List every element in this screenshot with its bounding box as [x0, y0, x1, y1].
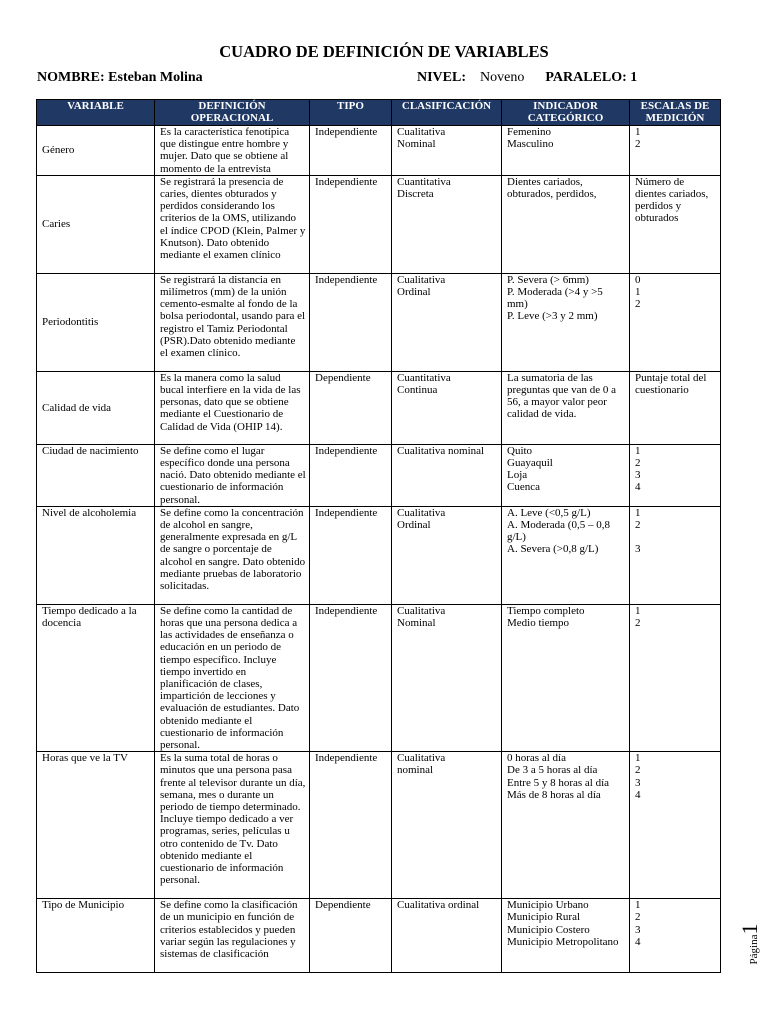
- definicion-cell: Se registrará la presencia de caries, dientes obturados y perdidos considerando los criterios de la OMS, utilizando el índice CPOD (Klein, Palmer y Knutson). Dato obtenido mediante el examen clínico: [155, 175, 310, 273]
- indicador-line: Masculino: [507, 138, 554, 151]
- definicion-cell: Se define como el lugar específico donde una persona nació. Dato obtenido mediante el cuestionario de información personal.: [155, 444, 310, 506]
- escala-line: 2: [635, 298, 641, 311]
- variable-cell: Nivel de alcoholemia: [37, 506, 155, 604]
- variable-cell: Caries: [37, 175, 155, 273]
- escala-line: 2: [635, 764, 641, 777]
- escala-line: 2: [635, 617, 641, 630]
- escala-cell: [630, 126, 721, 176]
- table-header-row: [37, 100, 721, 126]
- clasificacion-line: Cualitativa: [397, 604, 446, 617]
- table-row: [37, 126, 721, 176]
- escala-line: 3: [635, 923, 641, 936]
- escala-line: 4: [635, 481, 641, 494]
- escala-line: 2: [635, 911, 641, 924]
- escala-line: 2: [635, 457, 641, 470]
- clasificacion-cell: [392, 506, 502, 604]
- header-indicador: INDICADOR CATEGÓRICO: [502, 100, 630, 126]
- indicador-line: A. Leve (<0,5 g/L): [507, 506, 591, 519]
- indicador-line: A. Severa (>0,8 g/L): [507, 543, 599, 556]
- nombre-line: [37, 70, 203, 86]
- clasificacion-line: Discreta: [397, 188, 434, 201]
- table-row: [37, 506, 721, 604]
- nivel-paralelo-line: [417, 70, 637, 86]
- tipo-cell: Dependiente: [310, 899, 392, 973]
- escala-cell: [630, 752, 721, 899]
- escala-cell: [630, 506, 721, 604]
- indicador-line: P. Moderada (>4 y >5 mm): [507, 286, 603, 311]
- indicador-cell: [502, 506, 630, 604]
- table-row: [37, 899, 721, 973]
- indicador-cell: [502, 126, 630, 176]
- escala-cell: [630, 371, 721, 444]
- escala-line: 4: [635, 935, 641, 948]
- escala-line: 3: [635, 543, 641, 556]
- clasificacion-line: Cualitativa: [397, 273, 446, 286]
- escala-line: 1: [635, 752, 641, 765]
- variables-table: [36, 99, 721, 973]
- indicador-cell: [502, 899, 630, 973]
- escala-line: 1: [635, 899, 641, 912]
- clasificacion-line: Cualitativa ordinal: [397, 899, 480, 912]
- nivel-label: NIVEL:: [417, 70, 467, 85]
- nombre-value: Esteban Molina: [108, 70, 203, 85]
- indicador-cell: [502, 444, 630, 506]
- indicador-line: A. Moderada (0,5 – 0,8 g/L): [507, 519, 610, 544]
- table-row: [37, 444, 721, 506]
- escala-line: Número de dientes cariados, perdidos y obturados: [635, 175, 709, 225]
- indicador-line: De 3 a 5 horas al día: [507, 764, 598, 777]
- clasificacion-cell: [392, 899, 502, 973]
- clasificacion-line: Ordinal: [397, 286, 431, 299]
- indicador-line: P. Severa (> 6mm): [507, 273, 589, 286]
- table-row: [37, 175, 721, 273]
- tipo-cell: Independiente: [310, 175, 392, 273]
- clasificacion-cell: [392, 752, 502, 899]
- tipo-cell: Independiente: [310, 752, 392, 899]
- indicador-line: Municipio Costero: [507, 923, 590, 936]
- variable-cell: Género: [37, 126, 155, 176]
- indicador-cell: [502, 273, 630, 371]
- definicion-cell: Es la característica fenotípica que distingue entre hombre y mujer. Dato que se obtiene al momento de la entrevista: [155, 126, 310, 176]
- clasificacion-line: Ordinal: [397, 519, 431, 532]
- clasificacion-line: Nominal: [397, 138, 436, 151]
- tipo-cell: Independiente: [310, 126, 392, 176]
- escala-line: 4: [635, 788, 641, 801]
- clasificacion-line: Continua: [397, 384, 438, 397]
- escala-cell: [630, 899, 721, 973]
- indicador-line: Entre 5 y 8 horas al día: [507, 776, 610, 789]
- indicador-cell: [502, 175, 630, 273]
- indicador-line: Municipio Rural: [507, 911, 581, 924]
- indicador-line: Loja: [507, 469, 528, 482]
- clasificacion-cell: [392, 604, 502, 751]
- clasificacion-cell: [392, 444, 502, 506]
- variable-cell: Periodontitis: [37, 273, 155, 371]
- tipo-cell: Independiente: [310, 273, 392, 371]
- escala-cell: [630, 175, 721, 273]
- escala-line: 1: [635, 604, 641, 617]
- clasificacion-cell: [392, 126, 502, 176]
- indicador-line: La sumatoria de las preguntas que van de 0 a 56, a mayor valor peor calidad de vida.: [507, 371, 617, 421]
- escala-line: 3: [635, 776, 641, 789]
- indicador-line: 0 horas al día: [507, 752, 566, 765]
- indicador-line: Quito: [507, 444, 533, 457]
- header-clasificacion: CLASIFICACIÓN: [392, 100, 502, 126]
- definicion-cell: Se define como la cantidad de horas que una persona dedica a las actividades de enseñanza o educación en un periodo de tiempo específico. Incluye tiempo invertido en planificación de clases, impartición de lecciones y evaluación de estudiantes. Dato obtenido mediante el cuestionario de información personal.: [155, 604, 310, 751]
- clasificacion-line: Nominal: [397, 617, 436, 630]
- tipo-cell: Dependiente: [310, 371, 392, 444]
- clasificacion-line: Cualitativa: [397, 506, 446, 519]
- indicador-cell: [502, 752, 630, 899]
- variable-cell: Calidad de vida: [37, 371, 155, 444]
- indicador-line: Más de 8 horas al día: [507, 788, 601, 801]
- escala-line: 1: [635, 286, 641, 299]
- page-number-footer: [737, 914, 762, 974]
- indicador-line: Municipio Urbano: [507, 899, 589, 912]
- header-tipo: TIPO: [310, 100, 392, 126]
- header-escala: ESCALAS DE MEDICIÓN: [630, 100, 721, 126]
- clasificacion-line: Cuantitativa: [397, 175, 451, 188]
- clasificacion-line: Cualitativa nominal: [397, 444, 485, 457]
- definicion-cell: Se registrará la distancia en milímetros (mm) de la unión cemento-esmalte al fondo de la bolsa periodontal, usando para el registro el Tamiz Periodontal (PSR).Dato obtenido mediante el examen clínico.: [155, 273, 310, 371]
- page-number: 1: [737, 923, 762, 935]
- document-title: CUADRO DE DEFINICIÓN DE VARIABLES: [219, 42, 549, 61]
- escala-line: 0: [635, 273, 641, 286]
- variable-cell: Tipo de Municipio: [37, 899, 155, 973]
- header-variable: VARIABLE: [37, 100, 155, 126]
- escala-line: [635, 531, 717, 543]
- escala-cell: [630, 444, 721, 506]
- table-row: [37, 371, 721, 444]
- definicion-cell: Es la manera como la salud bucal interfiere en la vida de las personas, dato que se obtiene mediante el Cuestionario de Calidad de Vida (OHIP 14).: [155, 371, 310, 444]
- tipo-cell: Independiente: [310, 506, 392, 604]
- definicion-cell: Es la suma total de horas o minutos que una persona pasa frente al televisor durante un día, semana, mes o durante un periodo de tiempo determinado. Incluye tiempo dedicado a ver programas, series, películas u otro contenido de Tv. Dato obtenido mediante el cuestionario de información personal.: [155, 752, 310, 899]
- indicador-line: Guayaquil: [507, 457, 553, 470]
- table-row: [37, 752, 721, 899]
- escala-cell: [630, 604, 721, 751]
- clasificacion-cell: [392, 273, 502, 371]
- variable-cell: Horas que ve la TV: [37, 752, 155, 899]
- clasificacion-line: nominal: [397, 764, 434, 777]
- header-definicion: DEFINICIÓN OPERACIONAL: [155, 100, 310, 126]
- indicador-line: P. Leve (>3 y 2 mm): [507, 310, 598, 323]
- indicador-line: Cuenca: [507, 481, 540, 494]
- escala-line: 1: [635, 506, 641, 519]
- nivel-value: Noveno: [480, 70, 525, 85]
- paralelo-value: 1: [630, 70, 638, 85]
- escala-line: 2: [635, 138, 641, 151]
- table-row: [37, 273, 721, 371]
- definicion-cell: Se define como la clasificación de un municipio en función de criterios establecidos y pueden variar según las regulaciones y sistemas de clasificación: [155, 899, 310, 973]
- paralelo-label: PARALELO:: [545, 70, 627, 85]
- table-row: [37, 604, 721, 751]
- tipo-cell: Independiente: [310, 444, 392, 506]
- indicador-line: Municipio Metropolitano: [507, 935, 619, 948]
- escala-line: Puntaje total del cuestionario: [635, 371, 707, 397]
- variable-cell: Tiempo dedicado a la docencia: [37, 604, 155, 751]
- escala-line: 2: [635, 519, 641, 532]
- variable-cell: Ciudad de nacimiento: [37, 444, 155, 506]
- escala-line: 3: [635, 469, 641, 482]
- clasificacion-line: Cualitativa: [397, 126, 446, 138]
- escala-line: 1: [635, 126, 641, 138]
- indicador-line: Femenino: [507, 126, 551, 138]
- nombre-label: NOMBRE:: [37, 70, 105, 85]
- indicador-line: Medio tiempo: [507, 617, 570, 630]
- indicador-cell: [502, 604, 630, 751]
- tipo-cell: Independiente: [310, 604, 392, 751]
- escala-line: 1: [635, 444, 641, 457]
- indicador-line: Tiempo completo: [507, 604, 585, 617]
- definicion-cell: Se define como la concentración de alcohol en sangre, generalmente expresada en g/L de sangre o porcentaje de alcohol en sangre. Dato obtenido mediante pruebas de laboratorio solicitadas.: [155, 506, 310, 604]
- indicador-cell: [502, 371, 630, 444]
- clasificacion-cell: [392, 371, 502, 444]
- clasificacion-line: Cuantitativa: [397, 371, 451, 384]
- escala-cell: [630, 273, 721, 371]
- indicador-line: Dientes cariados, obturados, perdidos,: [507, 175, 597, 201]
- clasificacion-line: Cualitativa: [397, 752, 446, 765]
- clasificacion-cell: [392, 175, 502, 273]
- page-label: Página: [748, 934, 760, 965]
